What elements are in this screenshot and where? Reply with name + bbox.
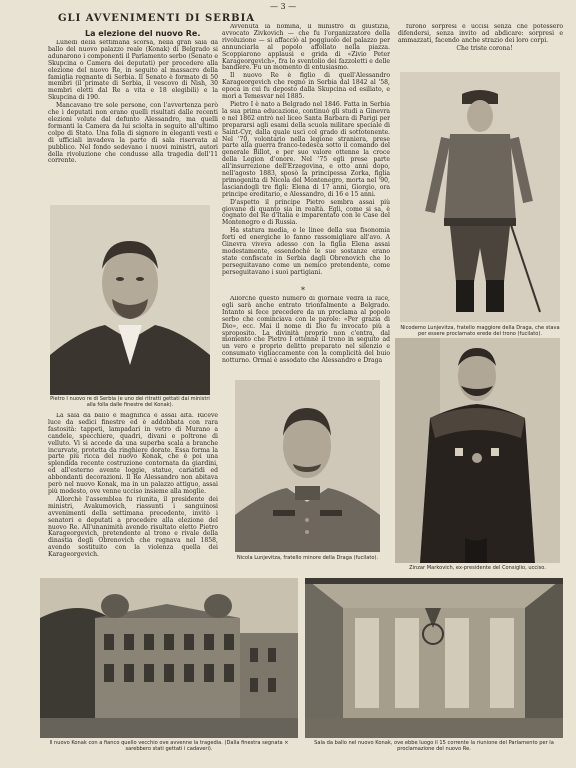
column-3-top	[398, 24, 563, 66]
page-number: — 3 —	[270, 2, 297, 11]
caption-nicodemo: Nicodemo Lunjevitza, fratello maggiore della Draga, che stava per essere proclamato erede del trono (fucilato).	[400, 325, 560, 337]
paragraph: Allorchè questo numero di giornale vedrà la luce, egli sarà anche entrato trionfalmente a Belgrado. Intanto si fece precedere da un proclama al popolo serbo che cominciava con le parole: «Per grazia di Dio», ecc. Mai il nome di Dio fu invocato più a sproposito. La divinità proprio non c'entra, dal momento che Pietro I ottenne il trono in seguito ad un vero e proprio delitto preparato nel silenzio e consumato vigliaccamente con la complicità del buio notturno. Ormai è assodato che Alessandro e Draga	[222, 296, 390, 365]
caption-nicola: Nicola Lunjevitza, fratello minore della Draga (fucilato).	[236, 555, 379, 561]
paragraph: Pietro I è nato a Belgrado nel 1846. Fatta in Serbia la sua prima educazione, continuò gli studi a Ginevra e nel 1862 entrò nel liceo Santa Barbara di Parigi per prepararsi agli esami della scuola militare speciale di Saint-Cyr, dalla quale uscì col grado di sottotenente. Nel '70, volontario nella legione straniera, prese parte alla guerra franco-tedesca sotto il comando del generale Billot, e per suo valore ottenne la croce della Legion d'onore. Nel '75 egli prese parte all'insurrezione dell'Erzegovina, e otto anni dopo, nell'agosto 1883, sposò la principessa Zorka, figlia primogenita di Nicola del Montenegro, morta nel '90, lasciandogli tre figli: Elena di 17 anni, Giorgio, ora principe ereditario, e Alessandro, di 16 e 15 anni.	[222, 100, 390, 198]
column-1-top	[48, 40, 218, 200]
portrait-zinzar	[395, 338, 560, 563]
section-separator: *	[301, 286, 305, 295]
article-subheader: La elezione del nuovo Re.	[85, 29, 201, 38]
paragraph: Allorchè l'assemblea fu riunita, il presidente dei ministri, Avakumovich, riassunti i sanguinosi avvenimenti della settimana precedente, invitò i senatori e deputati a procedere alla elezione del nuovo Re. All'unanimità avendo risultato eletto Pietro Karageorgevich, pretendente al trono e rivale della dinastia degli Obrenovich che regnava nel 1858, avendo sostituito con la violenza quella dei Karageorgevich.	[48, 495, 218, 559]
column-2-bottom	[222, 296, 390, 376]
paragraph: D'aspetto il principe Pietro sembra assai più giovane di quanto sia in realtà. Egli, come si sa, è cognato del Re d'Italia e imparentato con le Case del Montenegro e di Russia.	[222, 198, 390, 227]
photo-ballroom-image	[305, 578, 563, 738]
paragraph: furono sorpresi e uccisi senza che potessero difendersi, senza invito ad abdicare: sorpresi e ammazzati, facendo anche strazio dei loro corpi.	[398, 24, 563, 44]
paragraph: Mancavano tre sole persone, con l'avvertenza però che i deputati non erano quelli risultati dalle recenti elezioni volute dal defunto Alessandro, ma quelli formanti la Camera da lui sciolta in seguito all'ultimo colpo di Stato. Una folla di signore in eleganti vesti e di ufficiali invadeva la parte di sala riservata al pubblico. Nel fondo sedevano i nuovi ministri, autori della rivoluzione che condusse alla tragedia dell'11 corrente.	[48, 102, 218, 165]
portrait-nicola-image	[235, 380, 380, 552]
caption-konak: Il nuovo Konak con a fianco quello vecchio ove avvenne la tragedia. (Dalla finestra segnata × sarebbero stati gettati i cadaveri).	[49, 740, 289, 752]
paragraph: Lunedì della settimana scorsa, nella gran sala da ballo del nuovo palazzo reale (Konak) di Belgrado si adunarono i componenti il Parlamento serbo (Senato e Skupcina o Camera dei deputati) per procedere alla elezione del nuovo Re, in seguito al massacro della famiglia regnante di Serbia. Il Senato è formato di 50 membri (il primate di Serbia, il vescovo di Nish, 30 membri eletti dal Re a vita e 18 elegibili) e la Skupcina di 190.	[48, 40, 218, 102]
paragraph: Avvenuta la nomina, il ministro di giustizia, avvocato Zivkovich — che fu l'organizzatore della rivoluzione — si affacciò al poggiuolo del palazzo per annunciarla al popolo affollato nella piazza. Scoppiarono applausi e grida di «Zivio Peter Karageorgevich», fra lo sventolio dei fazzoletti e delle bandiere. Fu un momento di entusiasmo.	[222, 24, 390, 72]
portrait-pietro-image	[50, 205, 210, 395]
caption-pietro: Pietro I nuovo re di Serbia (e uno dei ritratti gettati dai ministri alla folla dalle finestre del Konak).	[50, 396, 210, 408]
photo-konak	[40, 578, 298, 738]
caption-zinzar: Zinzar Markovich, ex-presidente del Consiglio, ucciso.	[409, 565, 546, 571]
portrait-pietro	[50, 205, 210, 395]
paragraph: La sala da ballo è magnifica e assai alta. Riceve luce da sedici finestre ed è addobbata con rara fastosità: tappeti, lampadari in vetro di Murano a candele, specchiere, quadri, divani e poltrone di velluto. Vi si accede da una superba scala a branche incurvate, protetta da ringhiere dorate. Essa forma la parte più ricca del nuovo Konak, che è poi una splendida recente costruzione contornata da giardini, ed all'esterno avente loggie, statue, cariatidi ed abbondanti decorazioni. Il Re Alessandro non abitava però nel nuovo Konak, ma in un palazzo attiguo, assai più modesto, ove venne ucciso insieme alla moglie.	[48, 413, 218, 495]
portrait-nicola	[235, 380, 380, 552]
caption-ballroom: Sala da ballo nel nuovo Konak, ove ebbe luogo il 15 corrente la riunione del Parlamento per la proclamazione del nuovo Re.	[314, 740, 554, 752]
photo-ballroom	[305, 578, 563, 738]
column-2-top	[222, 24, 390, 286]
photo-konak-image	[40, 578, 298, 738]
paragraph: Il nuovo Re è figlio di quell'Alessandro Karageorgevich che regnò in Serbia dal 1842 al '58, epoca in cui fu deposto dalla Skupcina ed esiliato, e morì a Temesvar nel 1885.	[222, 72, 390, 101]
portrait-nicodemo	[400, 72, 560, 322]
portrait-nicodemo-image	[400, 72, 560, 322]
paragraph: Che triste corona!	[456, 44, 513, 52]
portrait-zinzar-image	[395, 338, 560, 563]
column-1-bottom	[48, 413, 218, 575]
paragraph: Ha statura media, e le linee della sua fisonomia forti ed energiche lo fanno rassomigliare all'avo. A Ginevra viveva adesso con la figlia Elena assai modestamente, essendoché le sue sostanze erano state confiscate in Serbia dagli Obrenovich che lo perseguitavano come un nemico pretendente, come perseguitavano i suoi partigiani.	[222, 227, 390, 276]
article-header: GLI AVVENIMENTI DI SERBIA	[58, 13, 256, 24]
